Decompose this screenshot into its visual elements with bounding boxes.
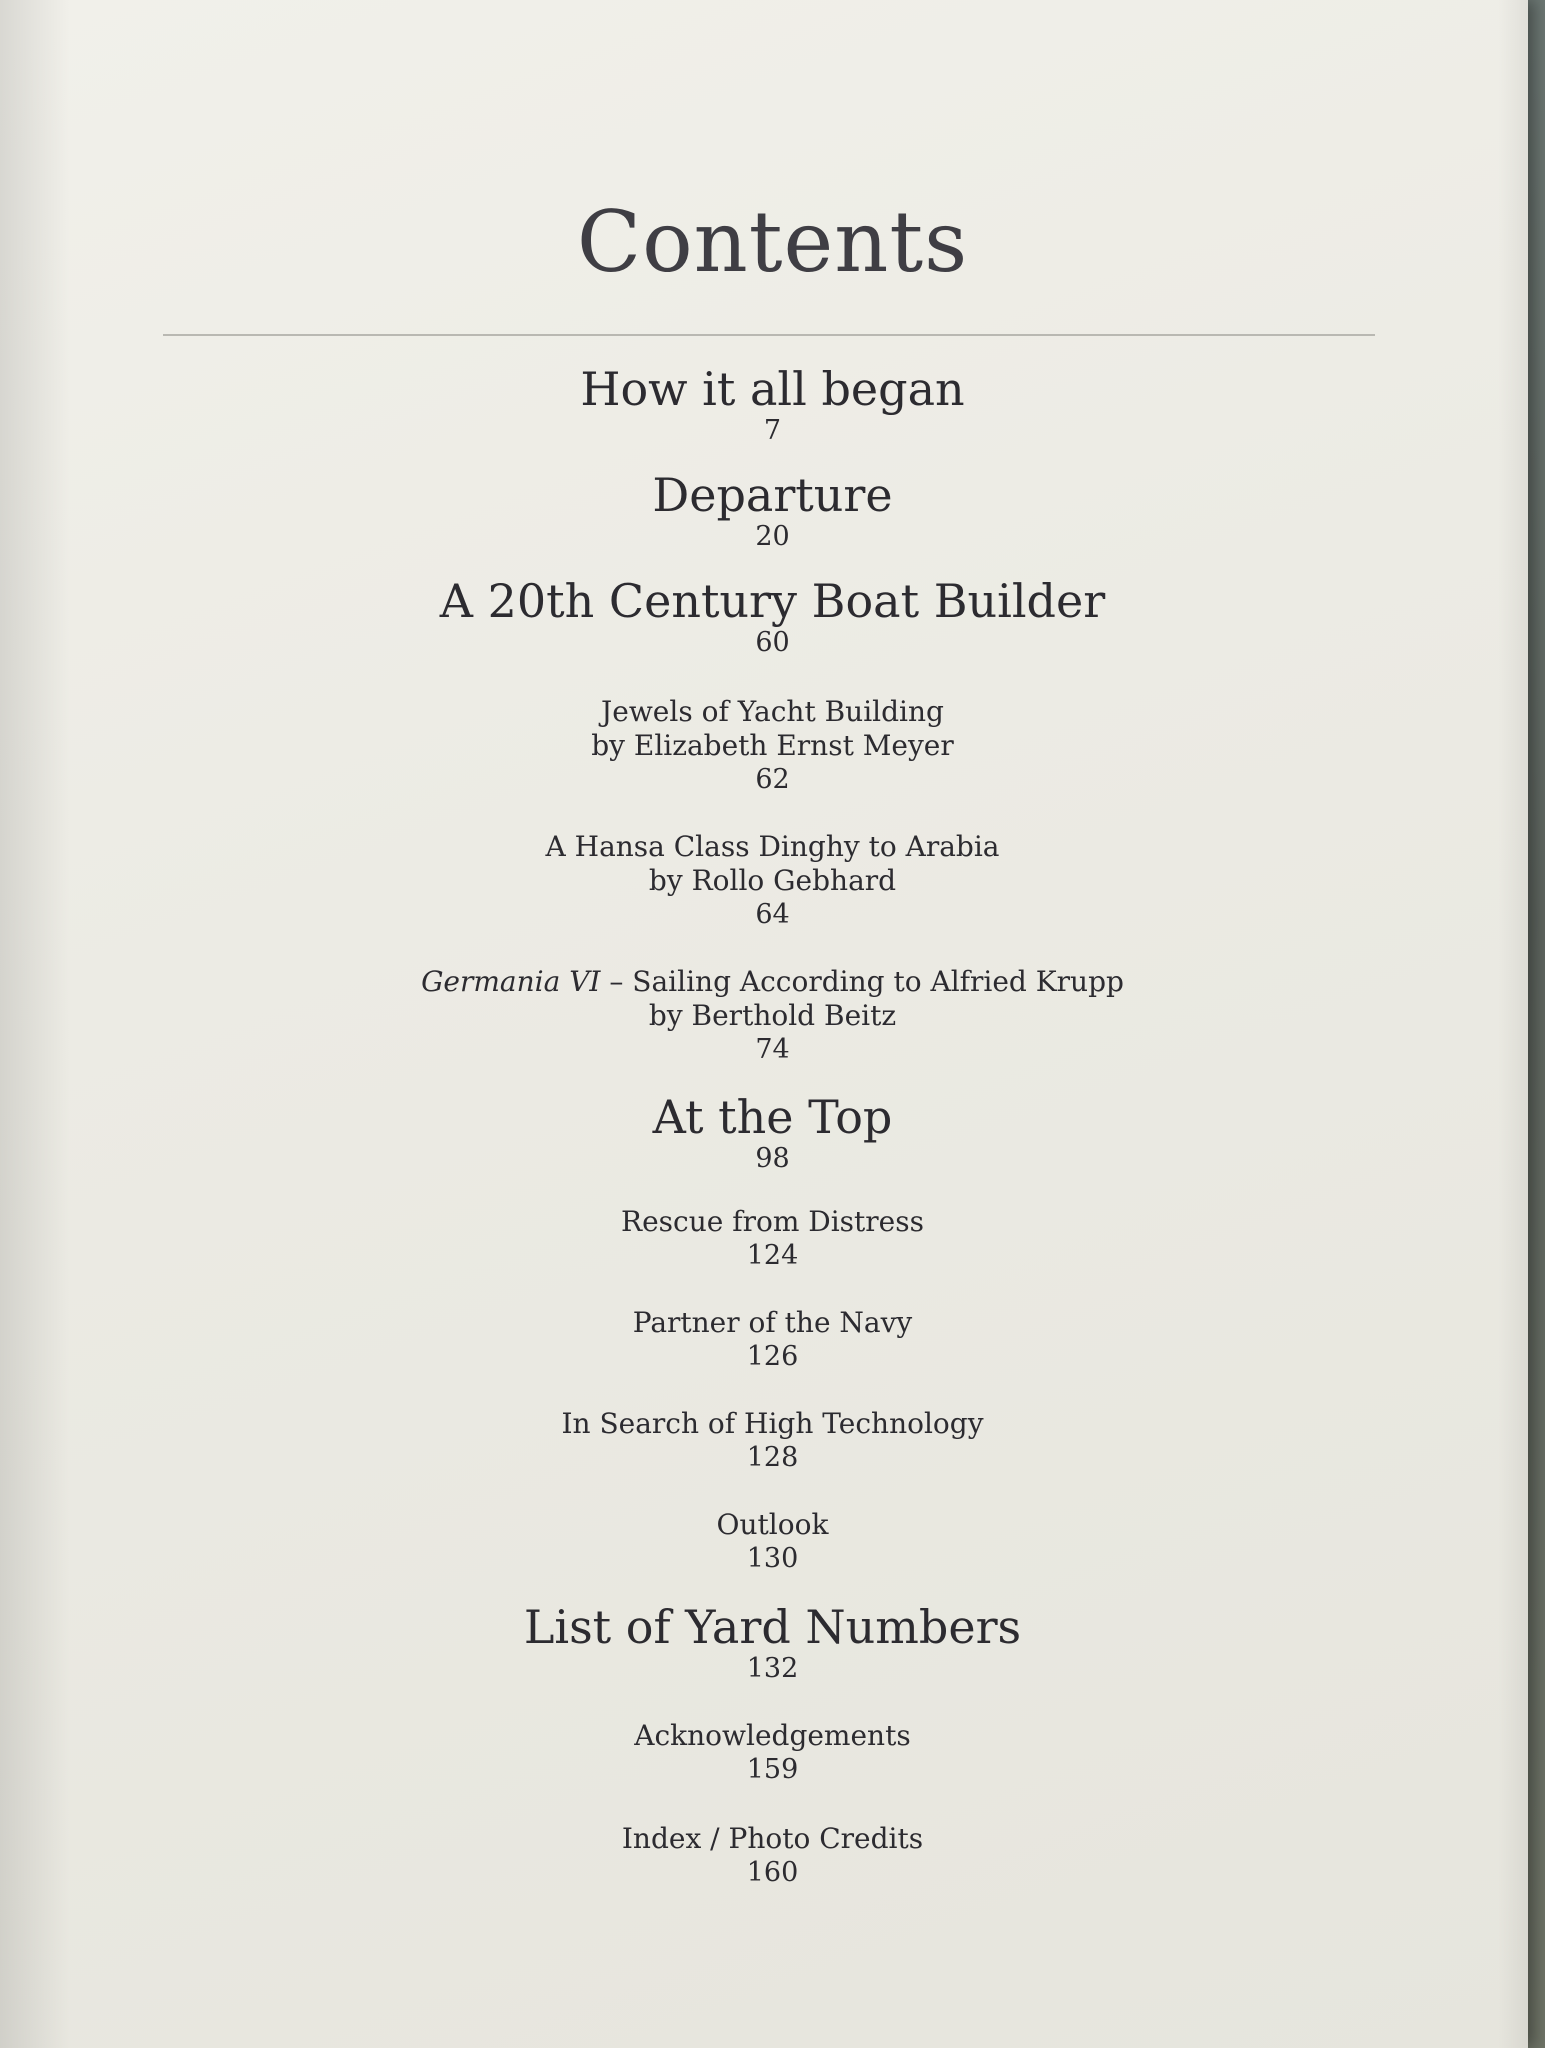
toc-entry-page: 20 [755, 521, 790, 552]
toc-entry-title: Acknowledgements [634, 1719, 911, 1752]
toc-entry-title: List of Yard Numbers [523, 1600, 1022, 1654]
toc-entry-page: 7 [763, 415, 782, 446]
toc-entry-page: 60 [755, 627, 790, 658]
toc-entry-page: 128 [746, 1442, 799, 1473]
toc-entry-page: 160 [746, 1857, 799, 1888]
toc-entry [0, 362, 1545, 446]
toc-entry-author: by Berthold Beitz [648, 999, 897, 1032]
toc-entry-page: 130 [746, 1543, 799, 1574]
toc-entry-title: Departure [652, 468, 893, 522]
toc-entry [0, 1090, 1545, 1174]
toc-entry-page: 159 [746, 1754, 799, 1785]
toc-entry-title-rest: – Sailing According to Alfried Krupp [600, 965, 1124, 998]
toc-entry-author: by Rollo Gebhard [648, 864, 897, 897]
toc-entry [0, 574, 1545, 658]
toc-entry [0, 830, 1545, 932]
toc-entry-title: In Search of High Technology [561, 1407, 984, 1440]
toc-entry-page: 132 [746, 1653, 799, 1684]
toc-entry [0, 1407, 1545, 1475]
toc-entry [0, 1205, 1545, 1273]
toc-entry-title-italic: Germania VI [421, 965, 601, 998]
toc-entry-title: At the Top [652, 1090, 893, 1144]
toc-entry-page: 124 [746, 1240, 799, 1271]
toc-entry-page: 62 [755, 764, 790, 795]
toc-entry-title: Partner of the Navy [632, 1306, 913, 1339]
toc-entry-title: Jewels of Yacht Building [601, 695, 944, 728]
toc-entry [0, 1306, 1545, 1374]
toc-entry-title: Rescue from Distress [621, 1205, 924, 1238]
toc-entry-title [0, 965, 1545, 999]
toc-entry [0, 1822, 1545, 1890]
toc-entry-author: by Elizabeth Ernst Meyer [591, 729, 954, 762]
toc-entry [0, 695, 1545, 797]
page-title: Contents [576, 193, 969, 291]
toc-entry-page: 74 [755, 1034, 790, 1065]
toc-entry-title: How it all began [580, 362, 965, 416]
toc-entry [0, 1508, 1545, 1576]
toc-entry [0, 1719, 1545, 1787]
toc-entry-title: A Hansa Class Dinghy to Arabia [545, 830, 1000, 863]
toc-entry-page: 64 [755, 899, 790, 930]
toc-entry-page: 126 [746, 1341, 799, 1372]
toc-entry-page: 98 [755, 1143, 790, 1174]
toc-entry [0, 1600, 1545, 1684]
toc-entry-title: Index / Photo Credits [621, 1822, 924, 1855]
toc-entry-title: Outlook [716, 1508, 829, 1541]
title-divider [163, 334, 1375, 336]
toc-entry-title: A 20th Century Boat Builder [439, 574, 1106, 628]
toc-entry [0, 468, 1545, 552]
toc-entry [0, 965, 1545, 1067]
